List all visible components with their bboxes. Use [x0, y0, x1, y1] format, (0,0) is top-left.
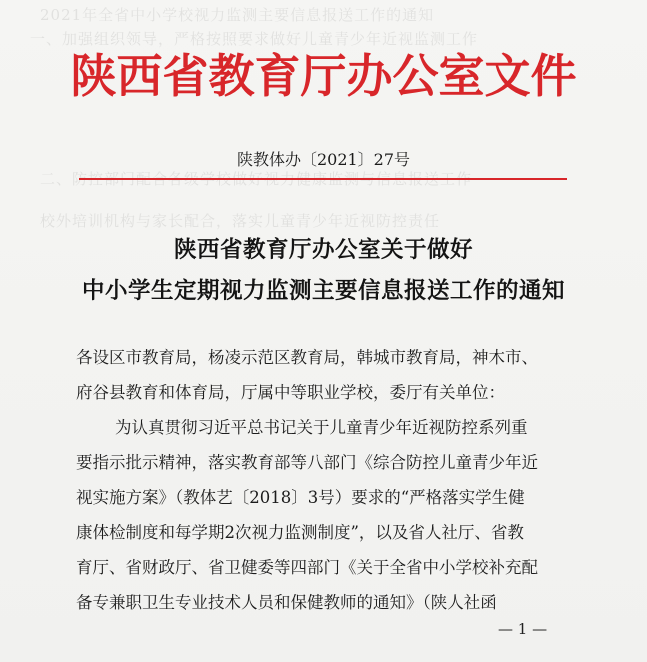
notice-title-line-1: 陕西省教育厅办公室关于做好 [173, 237, 473, 263]
body-line: 府谷县教育和体育局，厅属中等职业学校，委厅有关单位： [76, 383, 505, 402]
body-line: 各设区市教育局，杨凌示范区教育局，韩城市教育局，神木市、 [76, 348, 538, 367]
body-line: 备专兼职卫生专业技术人员和保健教师的通知》（陕人社函 [76, 593, 497, 612]
document-number: 陕教体办〔2021〕27号 [236, 150, 411, 169]
body-line: 为认真贯彻习近平总书记关于儿童青少年近视防控系列重 [115, 418, 528, 437]
page-number: — 1 — [498, 620, 548, 638]
bleed-through-text: 校外培训机构与家长配合，落实儿童青少年近视防控责任 [40, 212, 441, 230]
bleed-through-text: 2021年全省中小学校视力监测主要信息报送工作的通知 [40, 6, 435, 24]
bleed-through-text: 一、加强组织领导，严格按照要求做好儿童青少年近视监测工作 [30, 30, 479, 48]
bleed-through-text: 二、防控部门配合各级学校做好视力健康监测与信息报送工作 [40, 170, 473, 188]
document-header-title: 陕西省教育厅办公室文件 [70, 49, 577, 103]
body-line: 康体检制度和每学期2次视力监测制度”，以及省人社厅、省教 [76, 523, 524, 542]
body-line: 视实施方案》（教体艺〔2018〕3号）要求的“严格落实学生健 [76, 488, 525, 507]
body-line: 要指示批示精神，落实教育部等八部门《综合防控儿童青少年近 [76, 453, 538, 472]
body-line: 育厅、省财政厅、省卫健委等四部门《关于全省中小学校补充配 [76, 558, 538, 577]
notice-title-line-2: 中小学生定期视力监测主要信息报送工作的通知 [81, 278, 565, 304]
red-divider-line [79, 178, 567, 180]
